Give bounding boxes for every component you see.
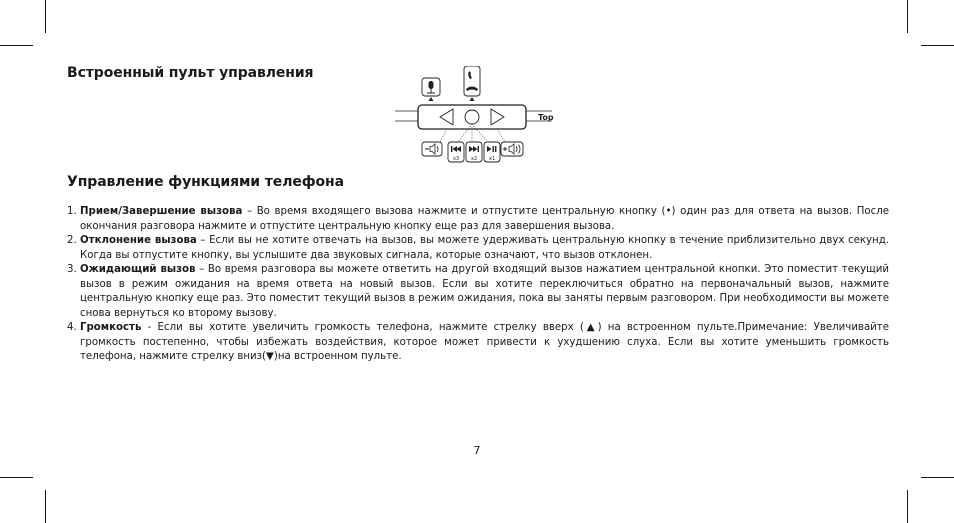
crop-mark-bl-horizontal: [0, 477, 33, 478]
instruction-item: [67, 234, 889, 263]
instruction-item: [67, 205, 889, 234]
instruction-number: 2.: [67, 235, 77, 246]
instruction-text: Во время входящего вызова нажмите и отпустите центральную кнопку (•) один раз для ответа на вызов. После окончания разговора нажмите и отпустите центральную кнопку еще раз для завершения вызова.: [80, 206, 889, 232]
instruction-heading: Громкость: [80, 322, 142, 333]
top-label: Top: [538, 113, 554, 122]
instruction-number: 4.: [67, 322, 77, 333]
instruction-separator: –: [196, 235, 210, 246]
crop-mark-tl-horizontal: [0, 45, 33, 46]
page-number: 7: [473, 444, 481, 457]
crop-mark-tl-vertical: [45, 0, 46, 33]
instruction-heading: Ожидающий вызов: [80, 264, 196, 275]
remote-control-diagram: [390, 66, 555, 166]
previous-track-count-label: x3: [453, 156, 460, 162]
instruction-heading: Отклонение вызова: [80, 235, 197, 246]
microphone-icon: [422, 78, 440, 101]
section-title-phone: Управление функциями телефона: [67, 174, 344, 190]
center-button-icon: [465, 110, 479, 124]
previous-track-icon: [448, 142, 464, 162]
play-pause-icon: [484, 142, 500, 162]
instruction-item: [67, 321, 889, 365]
crop-mark-br-vertical: [907, 490, 908, 523]
crop-mark-br-horizontal: [921, 477, 954, 478]
phone-call-icon: [464, 66, 480, 101]
instruction-text: Если вы не хотите отвечать на вызов, вы можете удерживать центральную кнопку в течение приблизительно двух секунд. Когда вы отпустите кнопку, вы услышите два звуковых сигнала, которые означают, что вызов отклонен.: [80, 235, 890, 261]
instruction-separator: –: [242, 206, 257, 217]
instruction-separator: -: [141, 322, 158, 333]
instruction-number: 3.: [67, 264, 77, 275]
instruction-heading: Прием/Завершение вызова: [80, 206, 243, 217]
instruction-item: [67, 263, 889, 321]
instruction-text: Во время разговора вы можете ответить на другой входящий вызов нажатием центральной кнопки. Это поместит текущий вызов в режим ожидания на время ответа на новый вызов. Если вы хотите переключиться обратно на первоначальный вызов, нажмите центральную кнопку еще раз. Это поместит текущий вызов в режим ожидания, пока вы заняты первым разговором. При необходимости вы можете снова вернуться ко второму вызову.: [80, 264, 889, 319]
instruction-list: [67, 205, 889, 365]
crop-mark-bl-vertical: [45, 490, 46, 523]
next-track-count-label: x2: [471, 156, 478, 162]
instruction-text: Если вы хотите увеличить громкость телефона, нажмите стрелку вверх (▲) на встроенном пульте.Примечание: Увеличивайте громкость постепенно, чтобы избежать воздействия, которое может привести к ухудшению слуха. Если вы хотите уменьшить громкость телефона, нажмите стрелку вниз(▼)на встроенном пульте.: [80, 322, 890, 362]
instruction-separator: –: [195, 264, 208, 275]
crop-mark-tr-vertical: [907, 0, 908, 33]
instruction-number: 1.: [67, 206, 77, 217]
play-pause-count-label: x1: [489, 156, 496, 162]
section-title-remote: Встроенный пульт управления: [67, 65, 314, 81]
crop-mark-tr-horizontal: [921, 45, 954, 46]
volume-minus-icon: [422, 142, 442, 156]
volume-plus-icon: [501, 142, 523, 156]
next-track-icon: [466, 142, 482, 162]
